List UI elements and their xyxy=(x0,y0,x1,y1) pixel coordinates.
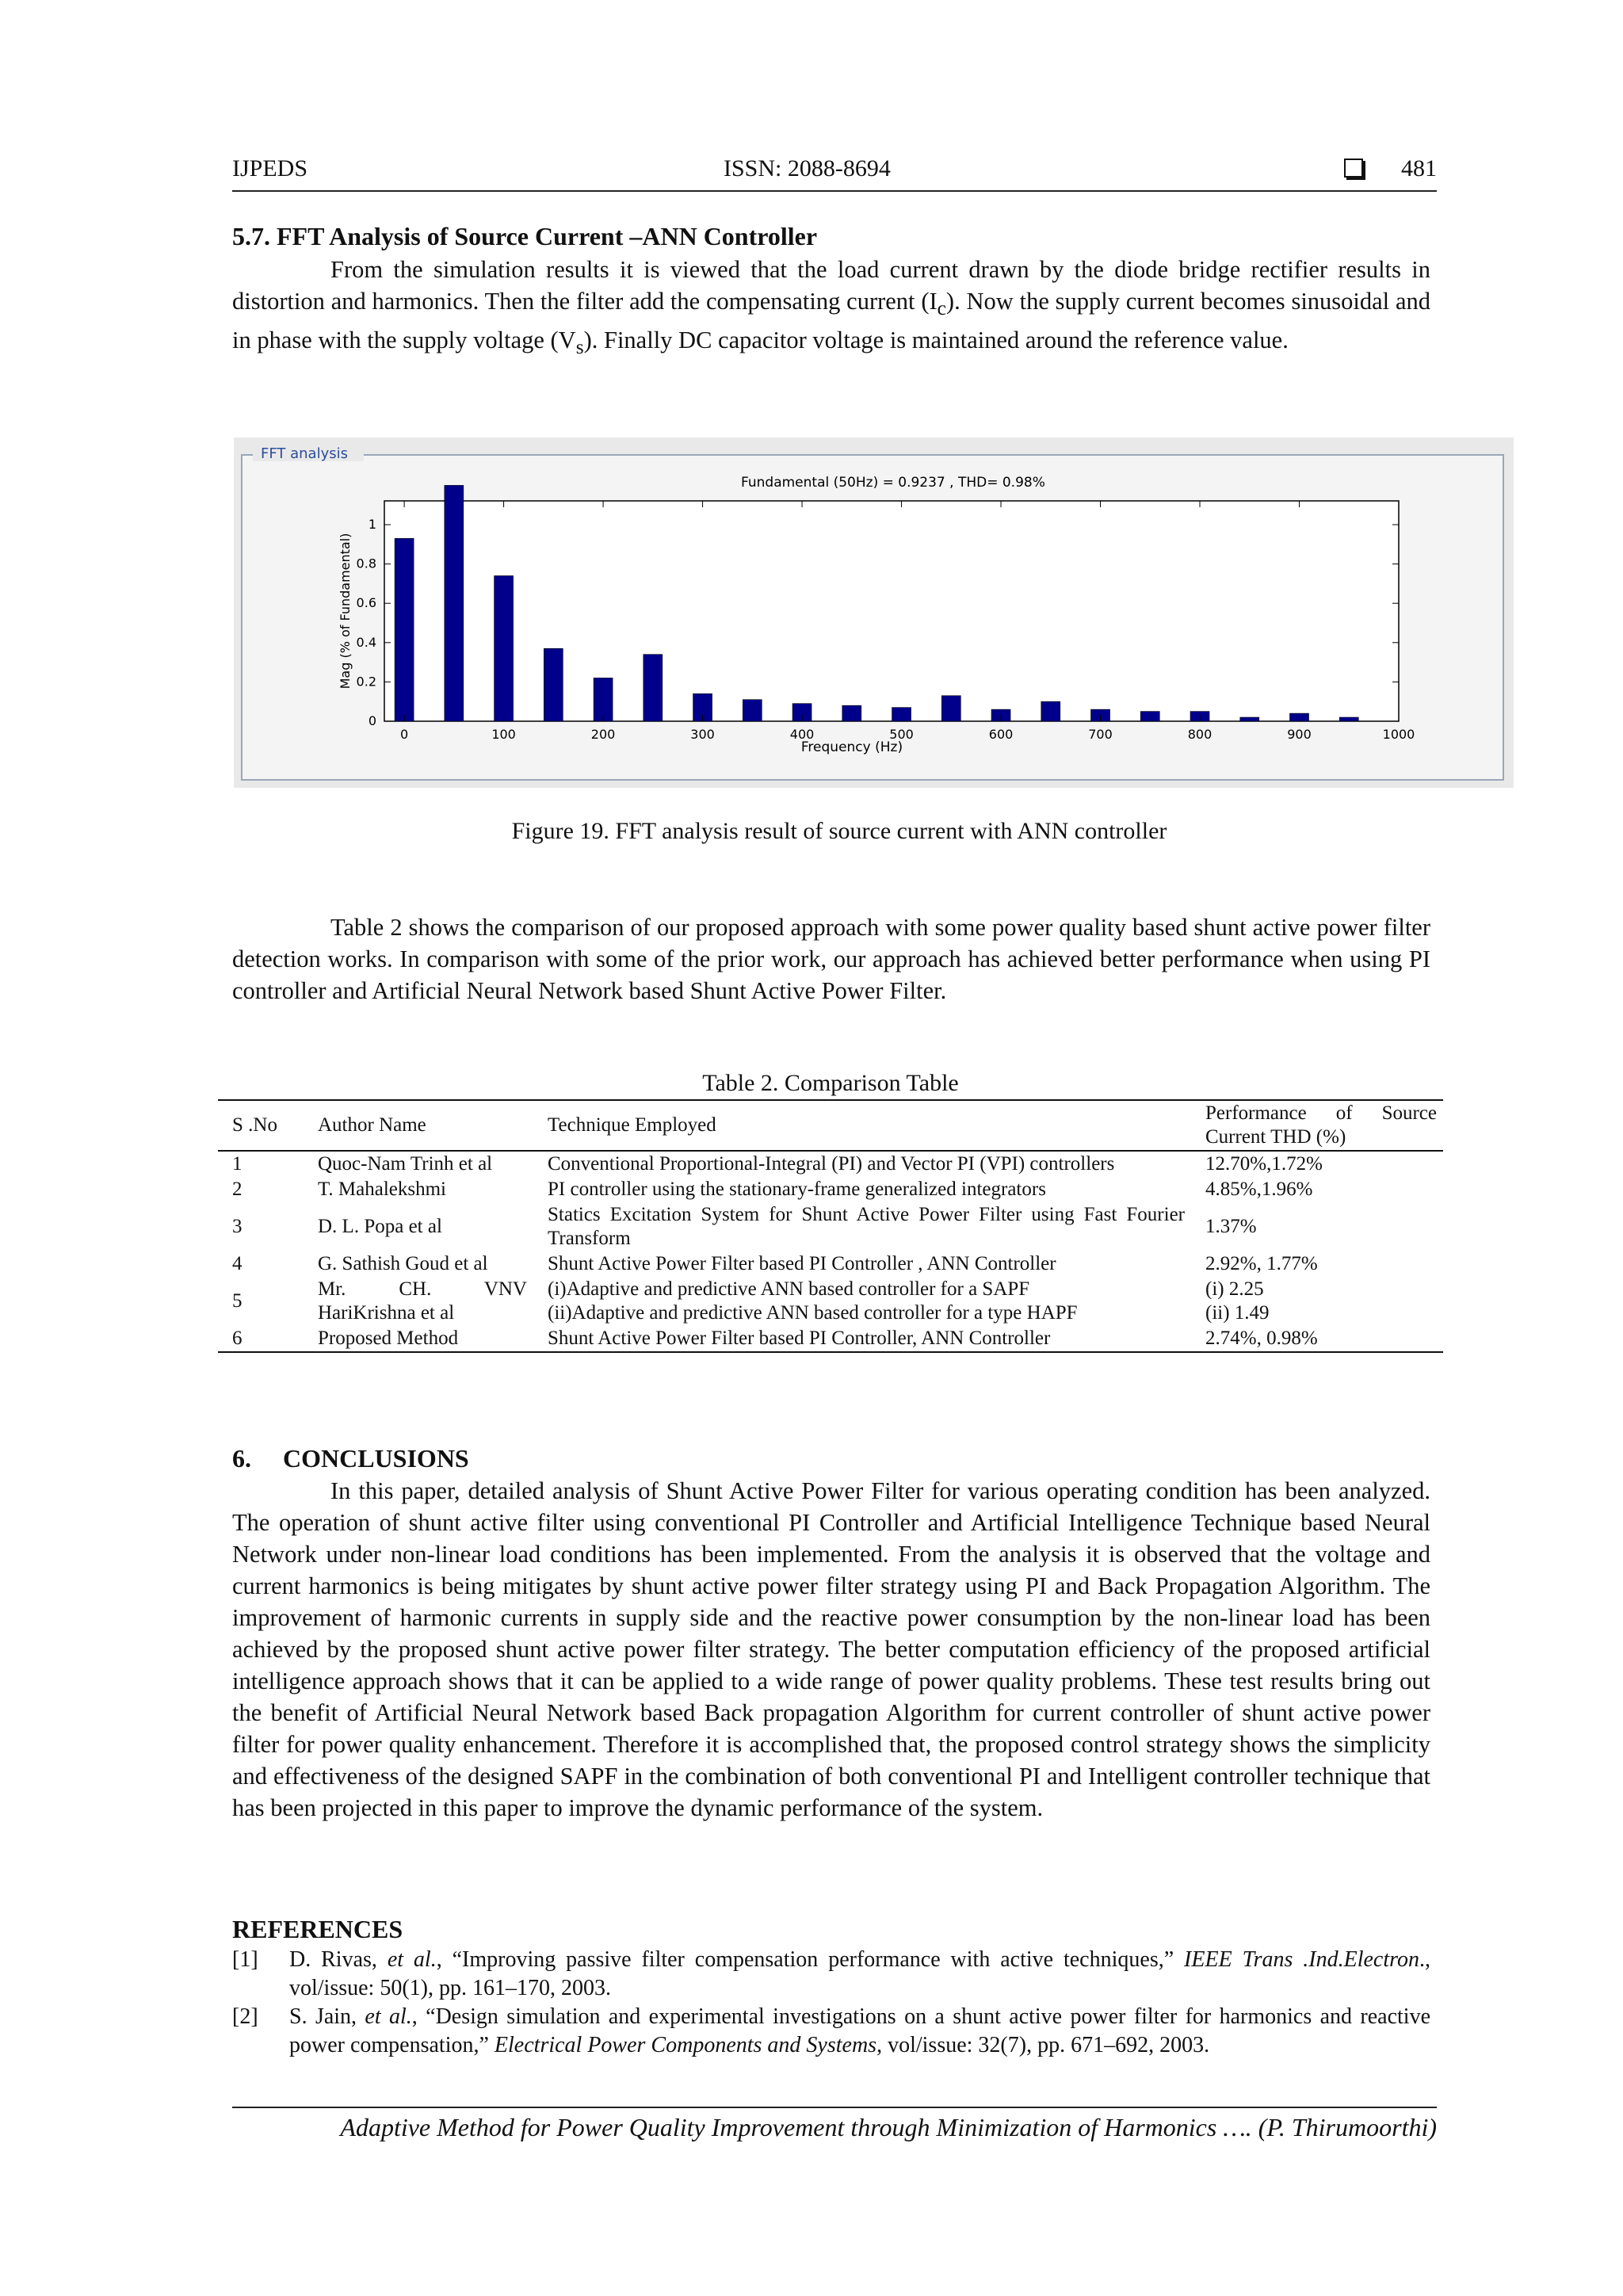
x-tick-label: 0 xyxy=(400,727,409,742)
references-title: REFERENCES xyxy=(232,1915,403,1943)
fft-bar-750hz xyxy=(1140,712,1159,721)
conclusions-paragraph xyxy=(232,1475,1430,1824)
x-tick-label: 700 xyxy=(1088,727,1113,742)
journal-name: IJPEDS xyxy=(232,155,308,181)
cell-sno: 2 xyxy=(232,1179,242,1200)
fft-bar-650hz xyxy=(1041,701,1060,721)
y-tick-label: 0 xyxy=(368,713,376,728)
technique-line-2: (ii)Adaptive and predictive ANN based controller for a type HAPF xyxy=(548,1302,1078,1324)
reference-number: [2] xyxy=(232,2004,258,2029)
header-author: Author Name xyxy=(318,1114,426,1136)
cell-sno: 4 xyxy=(232,1253,242,1274)
header-technique: Technique Employed xyxy=(548,1114,716,1136)
page-number: 481 xyxy=(1401,155,1437,181)
cell-sno: 6 xyxy=(232,1328,242,1349)
fft-bar-150hz xyxy=(544,648,563,721)
para-part-a: From the simulation results it is viewed that the load current drawn by the diode bridge rectifier results in distortion and harmonics. Then the filter add the compensating current (I xyxy=(232,256,1430,315)
reference-number: [1] xyxy=(232,1947,258,1972)
comparison-paragraph xyxy=(232,911,1430,1007)
y-axis-label: Mag (% of Fundamental) xyxy=(338,533,353,690)
cell-technique: Statics Excitation System for Shunt Active Power Filter using Fast Fourier Transform xyxy=(548,1204,1185,1249)
fft-bar-100hz xyxy=(495,575,514,721)
reference-item xyxy=(232,2003,1430,2060)
cell-thd: 1.37% xyxy=(1205,1216,1257,1237)
cell-author: D. L. Popa et al xyxy=(318,1216,442,1237)
conclusions-title: 6. CONCLUSIONS xyxy=(232,1444,469,1473)
fft-bar-50hz xyxy=(445,485,464,721)
x-axis-label: Frequency (Hz) xyxy=(800,739,903,755)
fft-analysis-chart xyxy=(234,437,1514,788)
cell-technique: Shunt Active Power Filter based PI Controller, ANN Controller xyxy=(548,1328,1051,1349)
cell-technique: Shunt Active Power Filter based PI Controller , ANN Controller xyxy=(548,1253,1056,1274)
fft-bar-950hz xyxy=(1339,717,1358,721)
y-tick-label: 1 xyxy=(368,517,376,532)
table-caption: Table 2. Comparison Table xyxy=(702,1070,959,1096)
cell-author: G. Sathish Goud et al xyxy=(318,1253,488,1274)
x-tick-label: 500 xyxy=(889,727,914,742)
cell-author: Quoc-Nam Trinh et al xyxy=(318,1153,493,1175)
x-tick-label: 1000 xyxy=(1382,727,1415,742)
section-5-7-title: 5.7. FFT Analysis of Source Current –ANN Controller xyxy=(232,222,818,250)
x-tick-label: 400 xyxy=(789,727,815,742)
fft-bar-0hz xyxy=(395,538,414,721)
para-part-b: ). Now the supply current becomes sinusoidal and in phase with the supply voltage (V xyxy=(232,288,1430,354)
cell-technique: Conventional Proportional-Integral (PI) and Vector PI (VPI) controllers xyxy=(548,1153,1115,1175)
cell-author: Mr. CH. VNV HariKrishna et al xyxy=(318,1278,527,1324)
sub-s: s xyxy=(575,336,584,359)
cell-thd: 12.70%,1.72% xyxy=(1205,1153,1323,1175)
fft-bar-450hz xyxy=(842,705,861,721)
figure-caption: Figure 19. FFT analysis result of source current with ANN controller xyxy=(511,818,1167,844)
cell-author: Proposed Method xyxy=(318,1328,459,1349)
cell-author: T. Mahalekshmi xyxy=(318,1179,446,1200)
cell-thd: 4.85%,1.96% xyxy=(1205,1179,1313,1200)
cell-technique xyxy=(533,1277,1191,1326)
cell-sno: 3 xyxy=(232,1216,242,1237)
x-tick-label: 100 xyxy=(491,727,516,742)
reference-text: S. Jain, et al., “Design simulation and experimental investigations on a shunt active power filter for harmonics and reactive power compensation,” Electrical Power Components and Systems, vol/issue: 32(7), pp. 671–692, 2003. xyxy=(289,2004,1430,2057)
cell-thd: 2.92%, 1.77% xyxy=(1205,1253,1318,1274)
para-part-c: ). Finally DC capacitor voltage is maintained around the reference value. xyxy=(583,327,1289,354)
thd-line-2: (ii) 1.49 xyxy=(1205,1302,1270,1324)
chart-panel-title: FFT analysis xyxy=(261,445,348,462)
table-row xyxy=(218,1202,1443,1251)
header-performance: Performance of Source Current THD (%) xyxy=(1205,1102,1437,1148)
table-row xyxy=(218,1151,1443,1177)
comparison-text: Table 2 shows the comparison of our proposed approach with some power quality based shunt active power filter detection works. In comparison with some of the prior work, our approach has achieved better performance when using PI controller and Artificial Neural Network based Shunt Active Power Filter. xyxy=(232,914,1430,1004)
x-tick-label: 800 xyxy=(1187,727,1212,742)
fft-bar-550hz xyxy=(941,696,960,721)
fft-bar-250hz xyxy=(643,655,663,721)
table-row xyxy=(218,1326,1443,1352)
section-5-7-paragraph xyxy=(232,254,1430,363)
cell-sno: 5 xyxy=(232,1290,242,1312)
cell-thd xyxy=(1191,1277,1443,1326)
fft-bar-200hz xyxy=(594,678,613,721)
y-tick-label: 0.8 xyxy=(356,556,376,571)
technique-line-1: (i)Adaptive and predictive ANN based controller for a SAPF xyxy=(548,1278,1030,1300)
plot-area xyxy=(384,501,1399,721)
page-footer: Adaptive Method for Power Quality Improvement through Minimization of Harmonics …. (P. Thirumoorthi) xyxy=(232,2107,1437,2142)
cell-thd: 2.74%, 0.98% xyxy=(1205,1328,1318,1349)
x-tick-label: 300 xyxy=(690,727,715,742)
y-tick-label: 0.2 xyxy=(356,674,376,690)
checkbox-square-icon xyxy=(1344,159,1363,178)
table-row xyxy=(218,1251,1443,1277)
issn: ISSN: 2088-8694 xyxy=(724,155,891,181)
conclusions-text: In this paper, detailed analysis of Shunt Active Power Filter for various operating condition has been analyzed. The operation of shunt active filter using conventional PI Controller and Artificial Intelligence Technique based Neural Network under non-linear load conditions has been implemented. From the analysis it is observed that the voltage and current harmonics is being mitigates by shunt active power filter strategy using PI and Back Propagation Algorithm. The improvement of harmonic currents in supply side and the reactive power consumption by the non-linear load has been achieved by the proposed shunt active power filter strategy. The better computation efficiency of the proposed artificial intelligence approach shows that it can be applied to a wide range of power quality problems. These test results bring out the benefit of Artificial Neural Network based Back propagation Algorithm for current controller of shunt active power filter for power quality enhancement. Therefore it is accomplished that, the proposed control strategy shows the simplicity and effectiveness of the designed SAPF in the combination of both conventional PI and Intelligent controller technique that has been projected in this paper to improve the dynamic performance of the system. xyxy=(232,1477,1430,1821)
fft-bar-350hz xyxy=(743,700,762,721)
fft-bar-850hz xyxy=(1240,717,1259,721)
thd-line-1: (i) 2.25 xyxy=(1205,1278,1264,1300)
x-tick-label: 200 xyxy=(590,727,616,742)
header-sno: S .No xyxy=(232,1114,277,1136)
cell-sno: 1 xyxy=(232,1153,242,1175)
cell-technique: PI controller using the stationary-frame generalized integrators xyxy=(548,1179,1046,1200)
page-header xyxy=(232,151,1437,192)
y-tick-label: 0.6 xyxy=(356,595,376,611)
table-row xyxy=(218,1277,1443,1326)
references-list xyxy=(232,1946,1430,2060)
comparison-table xyxy=(218,1099,1443,1353)
x-tick-label: 600 xyxy=(988,727,1014,742)
page-number-wrap xyxy=(1344,155,1437,182)
chart-title: Fundamental (50Hz) = 0.9237 , THD= 0.98% xyxy=(741,475,1045,491)
table-row xyxy=(218,1177,1443,1202)
reference-item xyxy=(232,1946,1430,2003)
y-tick-label: 0.4 xyxy=(356,634,376,650)
reference-text: D. Rivas, et al., “Improving passive filter compensation performance with active techniques,” IEEE Trans .Ind.Electron., vol/issue: 50(1), pp. 161–170, 2003. xyxy=(289,1947,1431,2000)
table-header-row xyxy=(218,1100,1443,1151)
sub-c: c xyxy=(937,297,946,320)
x-tick-label: 900 xyxy=(1287,727,1312,742)
